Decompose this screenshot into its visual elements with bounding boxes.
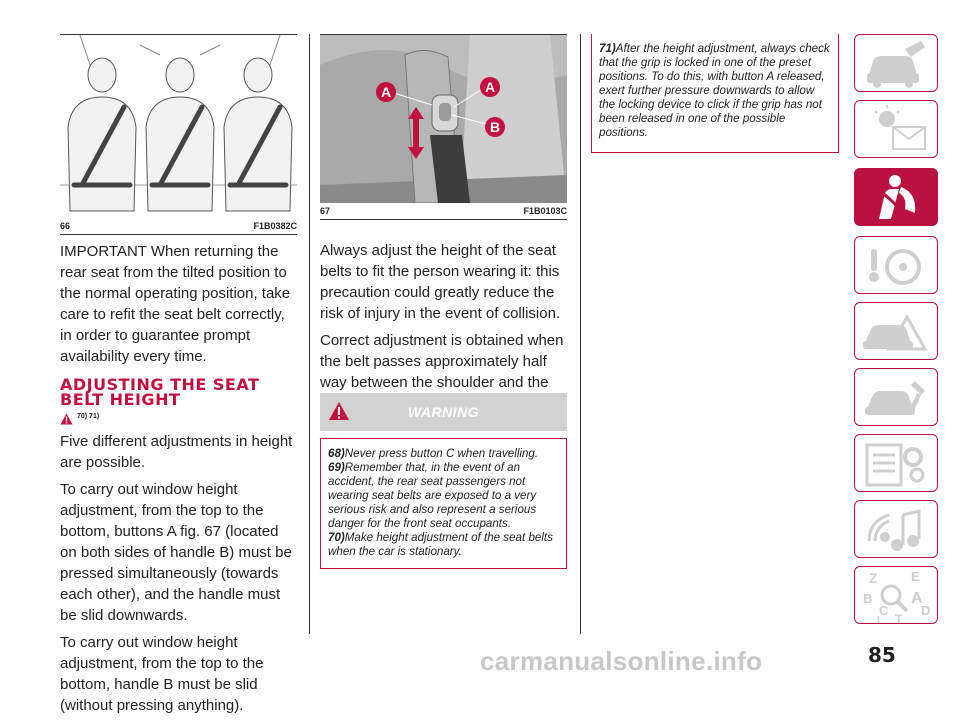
figure-code: F1B0382C [253, 221, 297, 231]
svg-text:I: I [877, 615, 880, 625]
label-a-left: A [380, 84, 392, 100]
watermark: carmanualsonline.info [480, 646, 763, 676]
important-note: IMPORTANT When returning the rear seat from the tilted position to the normal operating position, take care to refit the seat belt correctly, in order to guarantee prompt availability every time. [60, 243, 291, 365]
chapter-tab-starting-driving[interactable] [854, 236, 938, 294]
figure-67 [320, 34, 567, 220]
svg-text:C: C [879, 603, 889, 618]
column-1 [60, 241, 297, 722]
section-title: ADJUSTING THE SEAT BELT HEIGHT [60, 375, 260, 409]
chapter-tab-multimedia[interactable] [854, 500, 938, 558]
warning-note: 71)After the height adjustment, always check that the grip is locked in one of the preset positions. To do this, with button A released, exert further pressure downwards to allow the locking device to click if the grip has not been released in one of the possible positions. [599, 42, 830, 139]
reference-numbers: 70) 71) [77, 413, 100, 420]
rear-seat-passengers-illustration [60, 35, 297, 218]
belt-height-adjuster-illustration [320, 35, 567, 203]
figure-code: F1B0103C [523, 206, 567, 216]
svg-text:T: T [895, 612, 903, 625]
chapter-tab-emergency[interactable] [854, 302, 938, 360]
column-divider [309, 34, 310, 634]
figure-number: 67 [320, 206, 331, 216]
paragraph: To carry out window height adjustment, from the top to the bottom, buttons A fig. 67 (located on both sides of handle B) must be pressed simultaneously (towards each other), and the handle must be slid downwards. [60, 481, 292, 624]
warning-lights-icon [855, 101, 939, 159]
paragraph: Correct adjustment is obtained when the belt passes approximately half way between the shoulder and the [320, 332, 564, 391]
chapter-tab-car-info[interactable] [854, 34, 938, 92]
warning-note: 69)Remember that, in the event of an accident, the rear seat passengers not wearing seat belts are exposed to a very serious risk and also represent a serious danger for the front seat occupants. [328, 461, 537, 530]
car-info-icon [855, 35, 939, 93]
warning-triangle-icon [328, 401, 350, 421]
page-number: 85 [868, 643, 896, 667]
svg-text:B: B [863, 591, 873, 606]
paragraph: To carry out window height adjustment, from the top to the bottom, handle B must be slid (without pressing anything). [60, 634, 264, 714]
label-a-right: A [484, 79, 496, 95]
figure-66 [60, 34, 297, 235]
warning-note: 68)Never press button C when travelling. [328, 447, 539, 460]
warning-note: 70)Make height adjustment of the seat belts when the car is stationary. [328, 531, 553, 558]
warning-triangle-icon [60, 413, 73, 425]
warning-header [320, 393, 567, 431]
svg-text:D: D [921, 603, 931, 618]
maintenance-icon [855, 369, 939, 427]
index-icon [855, 567, 939, 625]
chapter-tab-technical-data[interactable] [854, 434, 938, 492]
chapter-tab-safety[interactable] [854, 168, 938, 226]
svg-text:Z: Z [869, 570, 878, 586]
technical-data-icon [855, 435, 939, 493]
chapter-tab-index[interactable] [854, 566, 938, 624]
multimedia-icon [855, 501, 939, 559]
svg-text:A: A [911, 590, 923, 607]
warning-references [60, 413, 297, 425]
warning-notes-box [320, 438, 567, 569]
seatbelt-safety-icon [855, 169, 939, 227]
emergency-icon [855, 303, 939, 361]
warning-title: WARNING [407, 404, 480, 420]
column-divider [580, 34, 581, 634]
paragraph: Five different adjustments in height are possible. [60, 433, 293, 471]
warning-note-box [591, 34, 839, 153]
starting-driving-icon [855, 237, 939, 295]
paragraph: Always adjust the height of the seat belts to fit the person wearing it: this precaution could greatly reduce the risk of injury in the event of collision. [320, 242, 561, 322]
label-b: B [489, 119, 501, 135]
svg-text:E: E [911, 569, 920, 584]
chapter-tab-warning-lights[interactable] [854, 100, 938, 158]
chapter-tab-maintenance[interactable] [854, 368, 938, 426]
figure-number: 66 [60, 221, 71, 231]
